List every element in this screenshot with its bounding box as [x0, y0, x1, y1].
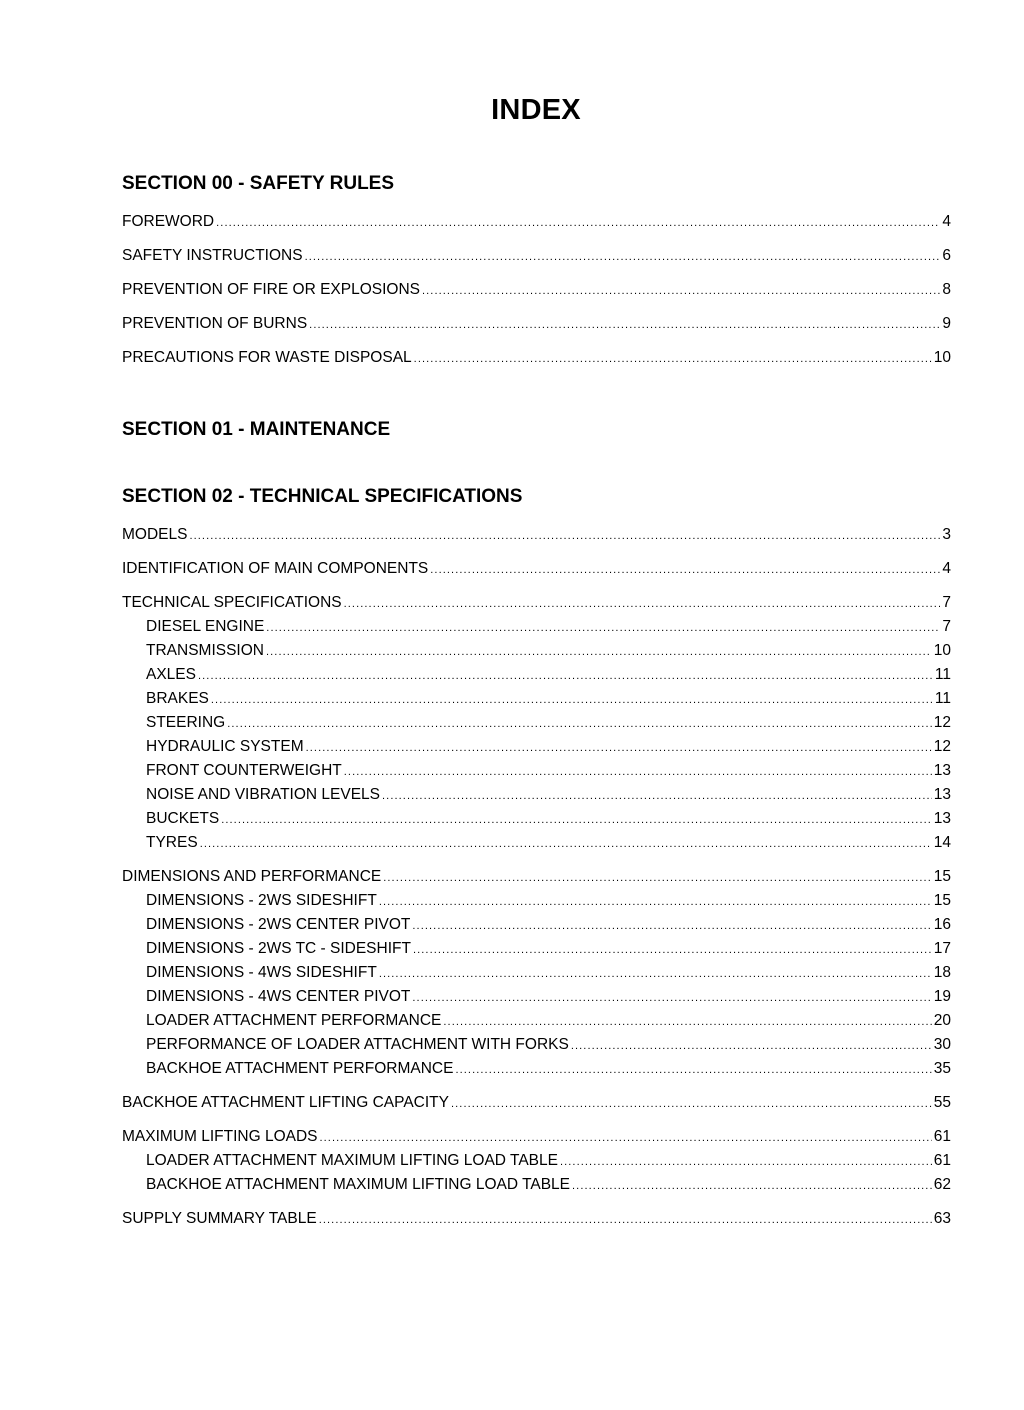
- toc-subentry[interactable]: [122, 759, 951, 783]
- toc-subentry[interactable]: [122, 831, 951, 855]
- dot-leader: [414, 346, 932, 371]
- toc-entry-label: DIMENSIONS - 2WS SIDESHIFT: [146, 892, 377, 909]
- toc-entry-label: IDENTIFICATION OF MAIN COMPONENTS: [122, 560, 429, 577]
- dot-leader: [572, 1173, 932, 1198]
- toc-entry[interactable]: [122, 244, 951, 268]
- toc-group: [122, 1091, 951, 1115]
- toc-entry-page: 12: [933, 738, 951, 755]
- toc-entry-label: BACKHOE ATTACHMENT PERFORMANCE: [146, 1060, 454, 1077]
- dot-leader: [221, 807, 932, 832]
- toc-entry-page: 8: [942, 281, 951, 298]
- dot-leader: [412, 985, 931, 1010]
- toc-entry-label: BUCKETS: [146, 810, 220, 827]
- dot-leader: [344, 591, 941, 616]
- toc-entry-label: LOADER ATTACHMENT PERFORMANCE: [146, 1012, 442, 1029]
- toc-entry-label: LOADER ATTACHMENT MAXIMUM LIFTING LOAD TABLE: [146, 1152, 558, 1169]
- toc-entry-page: 13: [933, 810, 951, 827]
- toc-subentry[interactable]: [122, 1033, 951, 1057]
- toc-entry-page: 15: [933, 892, 951, 909]
- toc-entry[interactable]: [122, 346, 951, 370]
- toc-entry-page: 20: [933, 1012, 951, 1029]
- dot-leader: [379, 889, 932, 914]
- dot-leader: [443, 1009, 931, 1034]
- toc-subentry[interactable]: [122, 1173, 951, 1197]
- dot-leader: [227, 711, 932, 736]
- toc-entry[interactable]: [122, 278, 951, 302]
- toc-entry-label: STEERING: [146, 714, 226, 731]
- toc-entry-page: 4: [942, 213, 951, 230]
- toc-entry-page: 61: [933, 1128, 951, 1145]
- dot-leader: [198, 663, 933, 688]
- dot-leader: [344, 759, 932, 784]
- dot-leader: [200, 831, 932, 856]
- toc-entry-page: 16: [933, 916, 951, 933]
- toc-subentry[interactable]: [122, 687, 951, 711]
- dot-leader: [451, 1091, 932, 1116]
- toc-entry-page: 35: [933, 1060, 951, 1077]
- toc-entry-label: PREVENTION OF FIRE OR EXPLOSIONS: [122, 281, 420, 298]
- dot-leader: [413, 937, 932, 962]
- toc-entry-label: BACKHOE ATTACHMENT LIFTING CAPACITY: [122, 1094, 449, 1111]
- toc-entry[interactable]: [122, 591, 951, 615]
- toc-entry[interactable]: [122, 210, 951, 234]
- section-00: [122, 172, 951, 370]
- toc-entry[interactable]: [122, 865, 951, 889]
- dot-leader: [266, 615, 940, 640]
- dot-leader: [383, 865, 932, 890]
- toc-subentry[interactable]: [122, 735, 951, 759]
- toc-entry-page: 61: [933, 1152, 951, 1169]
- toc-subentry[interactable]: [122, 889, 951, 913]
- toc-subentry[interactable]: [122, 639, 951, 663]
- toc-entry-page: 17: [933, 940, 951, 957]
- page-title: INDEX: [491, 94, 581, 126]
- toc-group: [122, 244, 951, 268]
- toc-subentry[interactable]: [122, 615, 951, 639]
- dot-leader: [560, 1149, 932, 1174]
- toc-entry-label: DIESEL ENGINE: [146, 618, 265, 635]
- toc-entry-page: 30: [933, 1036, 951, 1053]
- dot-leader: [211, 687, 933, 712]
- dot-leader: [319, 1207, 932, 1232]
- toc-subentry[interactable]: [122, 807, 951, 831]
- dot-leader: [320, 1125, 932, 1150]
- section-heading: SECTION 01 - MAINTENANCE: [122, 419, 391, 440]
- toc-entry-page: 3: [942, 526, 951, 543]
- toc-entry-label: TECHNICAL SPECIFICATIONS: [122, 594, 342, 611]
- dot-leader: [571, 1033, 932, 1058]
- dot-leader: [266, 639, 932, 664]
- dot-leader: [189, 523, 940, 548]
- toc-group: [122, 865, 951, 1081]
- toc-group: [122, 346, 951, 370]
- toc-entry-page: 13: [933, 786, 951, 803]
- toc-entry-label: DIMENSIONS - 2WS TC - SIDESHIFT: [146, 940, 411, 957]
- toc-entry-page: 10: [933, 349, 951, 366]
- toc-subentry[interactable]: [122, 985, 951, 1009]
- toc-entry-label: SUPPLY SUMMARY TABLE: [122, 1210, 317, 1227]
- dot-leader: [309, 312, 940, 337]
- toc-entry-page: 19: [933, 988, 951, 1005]
- toc-entry-page: 55: [933, 1094, 951, 1111]
- toc-entry[interactable]: [122, 312, 951, 336]
- toc-entry-label: FRONT COUNTERWEIGHT: [146, 762, 342, 779]
- toc-subentry[interactable]: [122, 961, 951, 985]
- toc-entry-page: 4: [942, 560, 951, 577]
- toc-group: [122, 523, 951, 547]
- toc-entry-label: DIMENSIONS - 2WS CENTER PIVOT: [146, 916, 411, 933]
- toc-entry-page: 7: [942, 594, 951, 611]
- table-of-contents: [122, 172, 951, 1241]
- toc-subentry[interactable]: [122, 913, 951, 937]
- dot-leader: [382, 783, 932, 808]
- section-heading: SECTION 02 - TECHNICAL SPECIFICATIONS: [122, 486, 523, 507]
- toc-entry[interactable]: [122, 1091, 951, 1115]
- toc-entry-label: PRECAUTIONS FOR WASTE DISPOSAL: [122, 349, 412, 366]
- section-heading: SECTION 00 - SAFETY RULES: [122, 173, 395, 194]
- section-01: [122, 418, 951, 442]
- toc-entry-label: DIMENSIONS AND PERFORMANCE: [122, 868, 382, 885]
- toc-entry-page: 18: [933, 964, 951, 981]
- toc-entry-page: 62: [933, 1176, 951, 1193]
- toc-subentry[interactable]: [122, 937, 951, 961]
- toc-group: [122, 312, 951, 336]
- toc-entry-page: 11: [934, 690, 951, 707]
- toc-entry-label: HYDRAULIC SYSTEM: [146, 738, 304, 755]
- toc-group: [122, 278, 951, 302]
- toc-entry-label: DIMENSIONS - 4WS CENTER PIVOT: [146, 988, 411, 1005]
- toc-entry[interactable]: [122, 523, 951, 547]
- toc-entry-page: 12: [933, 714, 951, 731]
- toc-group: [122, 557, 951, 581]
- toc-entry-label: BACKHOE ATTACHMENT MAXIMUM LIFTING LOAD TABLE: [146, 1176, 571, 1193]
- toc-entry[interactable]: [122, 1125, 951, 1149]
- dot-leader: [306, 735, 932, 760]
- toc-entry-label: MODELS: [122, 526, 188, 543]
- toc-subentry[interactable]: [122, 711, 951, 735]
- toc-entry-page: 13: [933, 762, 951, 779]
- dot-leader: [305, 244, 941, 269]
- toc-entry-label: FOREWORD: [122, 213, 215, 230]
- toc-entry-label: MAXIMUM LIFTING LOADS: [122, 1128, 318, 1145]
- section-02: [122, 485, 951, 1231]
- toc-entry-label: BRAKES: [146, 690, 209, 707]
- toc-entry[interactable]: [122, 1207, 951, 1231]
- toc-group: [122, 591, 951, 855]
- toc-entry-page: 6: [942, 247, 951, 264]
- toc-entry-label: NOISE AND VIBRATION LEVELS: [146, 786, 381, 803]
- dot-leader: [379, 961, 932, 986]
- toc-subentry[interactable]: [122, 1009, 951, 1033]
- toc-group: [122, 1125, 951, 1197]
- toc-entry-page: 63: [933, 1210, 951, 1227]
- toc-entry-label: SAFETY INSTRUCTIONS: [122, 247, 303, 264]
- toc-entry-page: 9: [942, 315, 951, 332]
- dot-leader: [455, 1057, 931, 1082]
- toc-entry-label: DIMENSIONS - 4WS SIDESHIFT: [146, 964, 377, 981]
- dot-leader: [422, 278, 940, 303]
- toc-entry-page: 10: [933, 642, 951, 659]
- toc-group: [122, 210, 951, 234]
- toc-entry[interactable]: [122, 557, 951, 581]
- toc-entry-page: 15: [933, 868, 951, 885]
- toc-subentry[interactable]: [122, 783, 951, 807]
- toc-subentry[interactable]: [122, 663, 951, 687]
- dot-leader: [412, 913, 931, 938]
- toc-entry-page: 14: [933, 834, 951, 851]
- toc-subentry[interactable]: [122, 1149, 951, 1173]
- toc-entry-label: PREVENTION OF BURNS: [122, 315, 308, 332]
- toc-entry-label: AXLES: [146, 666, 196, 683]
- toc-subentry[interactable]: [122, 1057, 951, 1081]
- toc-entry-label: TYRES: [146, 834, 198, 851]
- toc-entry-label: TRANSMISSION: [146, 642, 264, 659]
- toc-entry-label: PERFORMANCE OF LOADER ATTACHMENT WITH FORKS: [146, 1036, 569, 1053]
- toc-entry-page: 11: [934, 666, 951, 683]
- dot-leader: [430, 557, 940, 582]
- toc-entry-page: 7: [942, 618, 951, 635]
- toc-group: [122, 1207, 951, 1231]
- dot-leader: [216, 210, 940, 235]
